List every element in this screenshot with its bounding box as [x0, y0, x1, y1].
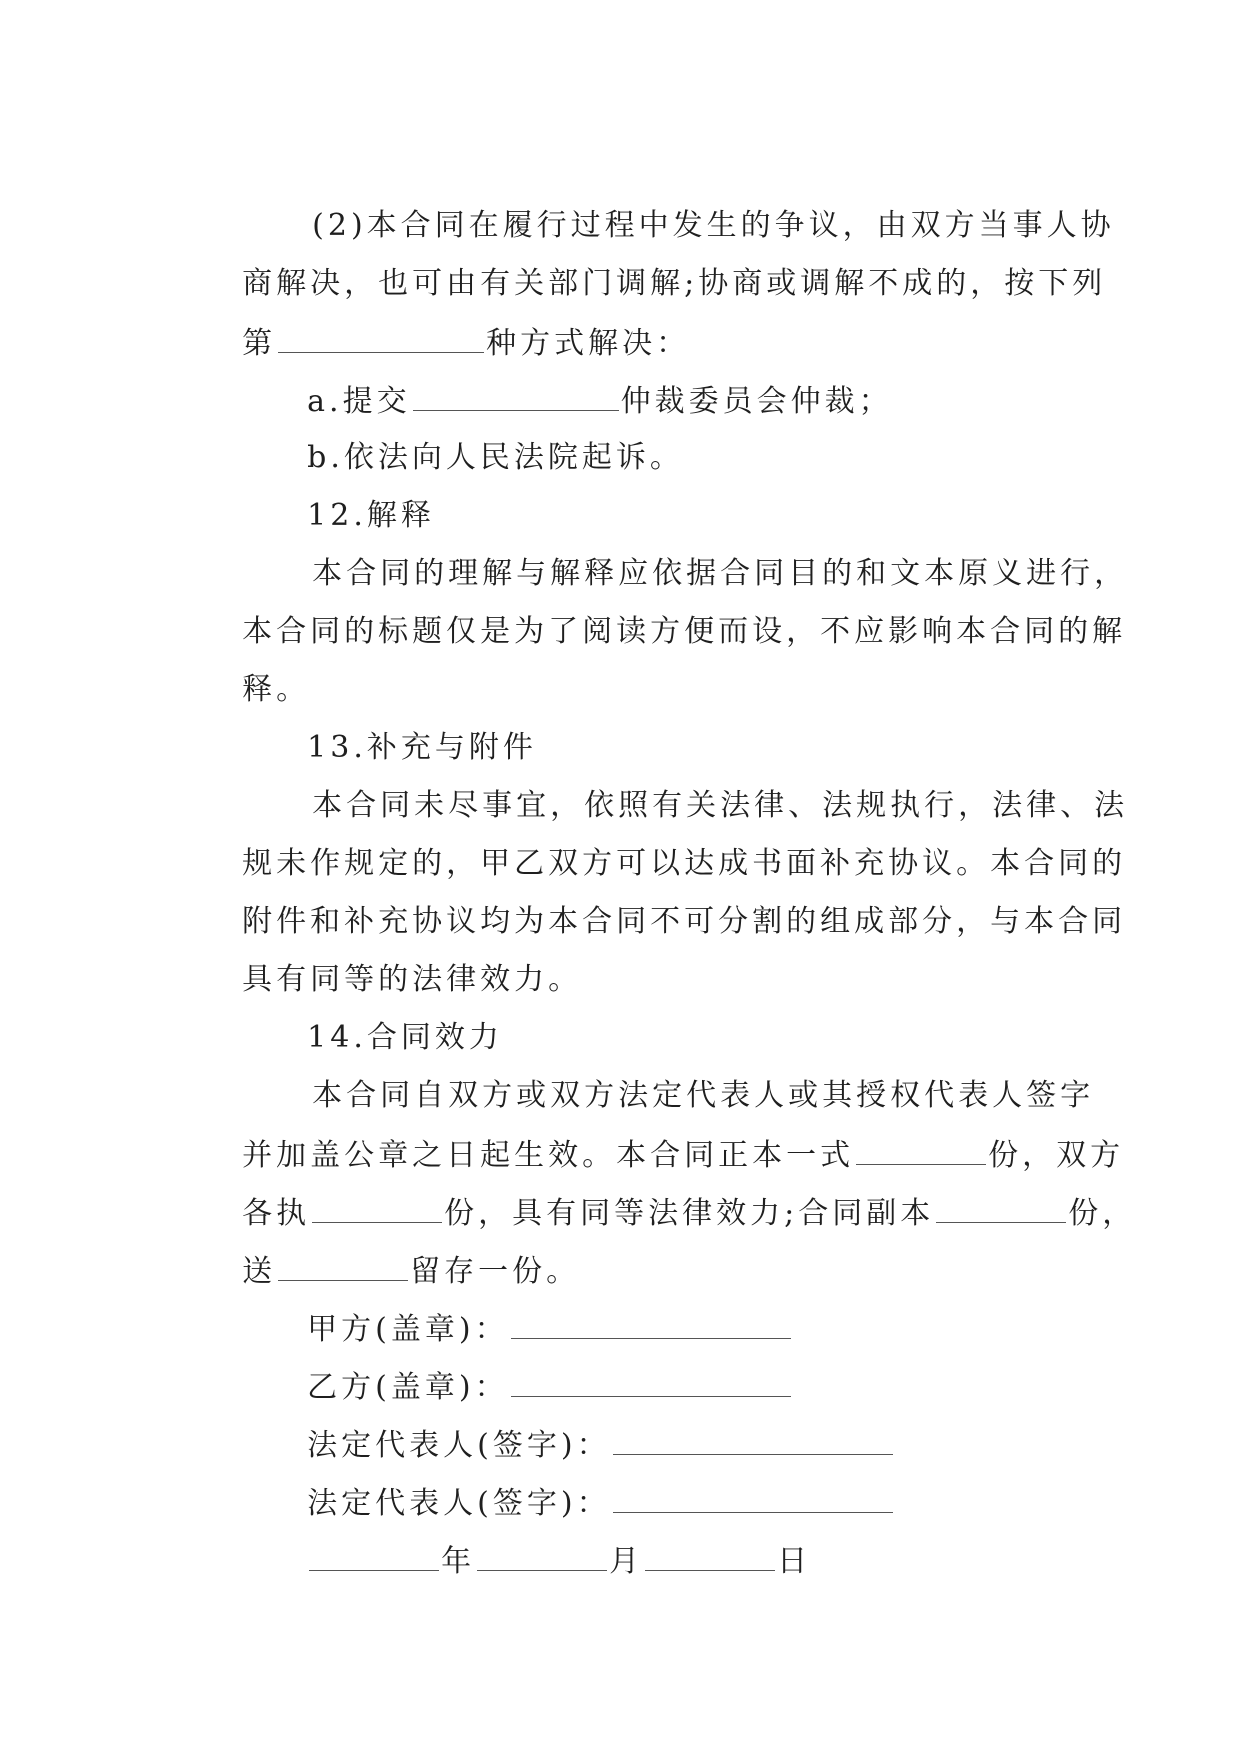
section-14-text-2-pre: 并加盖公章之日起生效。本合同正本一式	[242, 1138, 855, 1173]
section-12-text-1: 本合同的理解与解释应依据合同目的和文本原义进行，	[312, 556, 1129, 591]
section-12-text-3: 释。	[242, 672, 311, 707]
party-a-signature-line	[253, 1268, 793, 1347]
day-label: 日	[777, 1544, 812, 1579]
section-14-line-2	[188, 1094, 1125, 1173]
option-a-line	[253, 340, 893, 419]
dispute-line-2	[188, 224, 1107, 301]
section-13-text-3: 附件和补充协议均为本合同不可分割的组成部分，与本合同	[242, 904, 1127, 939]
option-b-line	[253, 398, 684, 475]
dispute-text-2: 商解决，也可由有关部门调解;协商或调解不成的，按下列	[242, 266, 1107, 301]
section-13-title: 13.补充与附件	[307, 730, 537, 765]
section-13-line-3	[188, 862, 1127, 939]
month-label: 月	[609, 1544, 644, 1579]
section-13-text-4: 具有同等的法律效力。	[242, 962, 583, 997]
dispute-line-1	[258, 166, 1115, 243]
section-14-line-3	[188, 1152, 1137, 1231]
section-14-text-2-post: 份，双方	[988, 1138, 1125, 1173]
year-label: 年	[441, 1544, 476, 1579]
section-13-text-2: 规未作规定的，甲乙双方可以达成书面补充协议。本合同的	[242, 846, 1127, 881]
section-12-title: 12.解释	[307, 498, 435, 533]
section-12-line-2	[188, 572, 1127, 649]
section-12-text-2: 本合同的标题仅是为了阅读方便而设，不应影响本合同的解	[242, 614, 1127, 649]
party-b-signature-line	[253, 1326, 793, 1405]
section-13-text-1: 本合同未尽事宜，依照有关法律、法规执行，法律、法	[312, 788, 1129, 823]
section-14-title: 14.合同效力	[307, 1020, 503, 1055]
section-12-heading	[253, 456, 435, 533]
section-13-line-4	[188, 920, 583, 997]
rep-1-label: 法定代表人(签字)：	[307, 1428, 611, 1463]
section-14-text-3-pre: 各执	[242, 1196, 311, 1231]
section-12-line-3	[188, 630, 311, 707]
section-14-line-1	[258, 1036, 1095, 1113]
section-14-text-1: 本合同自双方或双方法定代表人或其授权代表人签字	[312, 1078, 1095, 1113]
section-14-text-4-post: 留存一份。	[410, 1254, 581, 1289]
section-14-text-3-post: 份，	[1068, 1196, 1137, 1231]
date-line	[253, 1500, 812, 1579]
rep-2-signature-line	[253, 1442, 895, 1521]
section-14-text-3-mid: 份，具有同等法律效力;合同副本	[444, 1196, 935, 1231]
section-14-heading	[253, 978, 503, 1055]
duplicate-copies-blank[interactable]	[936, 1192, 1066, 1223]
month-blank[interactable]	[477, 1540, 607, 1571]
section-13-heading	[253, 688, 537, 765]
rep-1-signature-line	[253, 1384, 895, 1463]
section-14-line-4	[188, 1210, 581, 1289]
section-13-line-1	[258, 746, 1129, 823]
rep-2-label: 法定代表人(签字)：	[307, 1486, 611, 1521]
section-12-line-1	[258, 514, 1129, 591]
day-blank[interactable]	[645, 1540, 775, 1571]
option-b-text: b.依法向人民法院起诉。	[307, 440, 684, 475]
year-blank[interactable]	[309, 1540, 439, 1571]
party-b-label: 乙方(盖章)：	[307, 1370, 509, 1405]
section-14-text-4-pre: 送	[242, 1254, 277, 1289]
dispute-line-3	[188, 282, 691, 361]
section-13-line-2	[188, 804, 1127, 881]
option-a-pre: a.提交	[307, 384, 411, 419]
dispute-text-3-post: 种方式解决：	[486, 326, 691, 361]
dispute-text-1: (2)本合同在履行过程中发生的争议，由双方当事人协	[312, 208, 1115, 243]
party-a-label: 甲方(盖章)：	[307, 1312, 509, 1347]
option-a-post: 仲裁委员会仲裁；	[620, 384, 893, 419]
dispute-text-3-pre: 第	[242, 326, 277, 361]
